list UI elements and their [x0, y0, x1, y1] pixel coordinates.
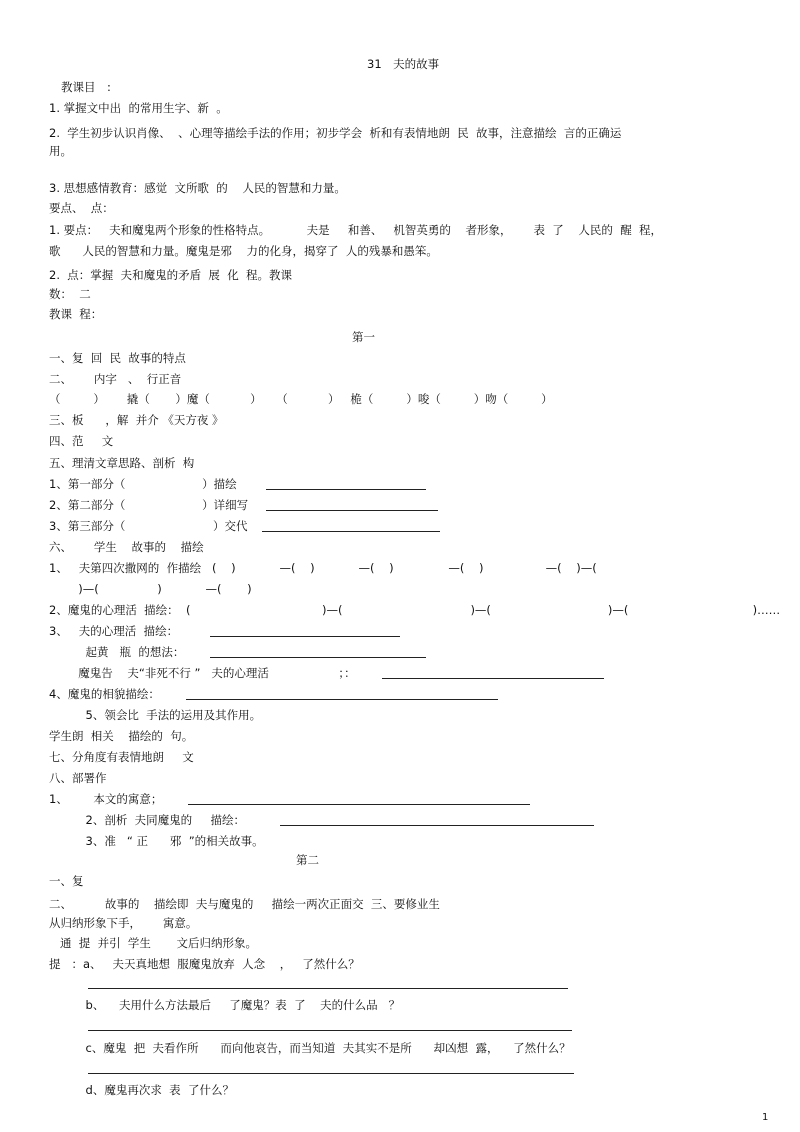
process-label: 教课 程：	[49, 307, 103, 321]
lesson2-line: 从归纳形象下手， 寓意。	[49, 916, 198, 930]
answer-line	[88, 1030, 572, 1031]
lesson2-line: b、 夫用什么方法最后 了魔鬼？表 了 夫的什么品 ？	[49, 998, 401, 1012]
lesson1-line: 3、准 “ 正 邪 ”的相关故事。	[49, 834, 264, 848]
lesson1-line: 三、板 ，解 并介 《天方夜 》	[49, 413, 224, 427]
lesson1-line: 5、领会比 手法的运用及其作用。	[49, 708, 262, 722]
blank-line	[210, 657, 426, 658]
objective-line: 1. 掌握文中出 的常用生字、新 。	[49, 101, 228, 115]
lesson1-line: 1、 本文的寓意；	[49, 792, 163, 806]
answer-line	[88, 988, 568, 989]
lesson1-line: 四、范 文	[49, 434, 114, 448]
teaching-hours: 数： 二	[49, 287, 91, 301]
blank-line	[280, 825, 594, 826]
lesson1-line: 4、魔鬼的相貌描绘：	[49, 687, 160, 701]
lesson1-line: 3、 夫的心理活 描绘：	[49, 624, 179, 638]
lesson2-line: 一、复	[49, 874, 84, 888]
lesson1-line: 2、魔鬼的心理活 描绘： ( )—( )—( )—( )……	[49, 603, 781, 617]
lesson1-line: 3、第三部分（ ）交代	[49, 519, 248, 533]
lesson2-line: c、魔鬼 把 夫看作所 而向他哀告，而当知道 夫其实不是所 却凶想 露， 了然什么？	[49, 1041, 571, 1055]
lesson2-line: 二、 故事的 描绘即 夫与魔鬼的 描绘一两次正面交 三、要修业生	[49, 897, 440, 911]
lesson2-line: 通 提 并引 学生 文后归纳形象。	[49, 936, 257, 950]
key-point-line: 2. 点：掌握 夫和魔鬼的矛盾 展 化 程。教课	[49, 268, 293, 282]
blank-line	[186, 699, 498, 700]
lesson1-line: 五、理清文章思路、剖析 构	[49, 456, 195, 470]
lesson1-line: 六、 学生 故事的 描绘	[49, 540, 204, 554]
lesson2-line: 提 ：a、 夫天真地想 服魔鬼放弃 人念 ， 了然什么？	[49, 957, 360, 971]
lesson1-line: 2、剖析 夫同魔鬼的 描绘：	[49, 813, 245, 827]
lesson1-line: 七、分角度有表情地朗 文	[49, 750, 194, 764]
lesson1-line: 魔鬼告 夫“非死不行 ” 夫的心理活 ；：	[49, 666, 356, 680]
lesson1-line: 2、第二部分（ ）详细写	[49, 498, 249, 512]
objective-line: 2. 学生初步认识肖像、 、心理等描绘手法的作用；初步学会 析和有表情地朗 民 故事，注意描绘 言的正确运	[49, 126, 622, 140]
blank-line	[188, 804, 530, 805]
page-number: 1	[762, 1112, 769, 1123]
lesson1-heading: 第一	[352, 330, 375, 344]
blank-line	[382, 678, 604, 679]
lesson2-heading: 第二	[296, 853, 319, 867]
objective-line: 用。	[49, 144, 72, 158]
objectives-label: 教课目 :	[61, 80, 111, 94]
lesson1-line: 八、部署作	[49, 771, 107, 785]
key-point-line: 歌 人民的智慧和力量。魔鬼是邪 力的化身，揭穿了 人的残暴和愚笨。	[49, 244, 438, 258]
blank-line	[210, 636, 400, 637]
lesson1-line: 二、 内字 、 行正音	[49, 372, 182, 386]
lesson1-line: 1、第一部分（ ）描绘	[49, 477, 237, 491]
page-title: 31 夫的故事	[367, 57, 440, 71]
blank-line	[266, 510, 438, 511]
lesson1-line: 1、 夫第四次撒网的 作描绘 ( ) —( ) —( ) —( ) —( )—(	[49, 561, 597, 575]
answer-line	[88, 1073, 574, 1074]
key-point-line: 1. 要点： 夫和魔鬼两个形象的性格特点。 夫是 和善、 机智英勇的 者形象， 表 了 人民的 醒 程，	[49, 223, 662, 237]
blank-line	[266, 489, 426, 490]
lesson1-line: （ ） 撬（ ）魔（ ） （ ） 桅（ ）唆（ ）吻（ ）	[49, 392, 553, 406]
lesson1-line: 起黄 瓶 的想法：	[49, 645, 185, 659]
lesson1-line: 学生朗 相关 描绘的 句。	[49, 729, 194, 743]
objective-line: 3. 思想感情教育：感觉 文所歌 的 人民的智慧和力量。	[49, 181, 346, 195]
blank-line	[262, 531, 440, 532]
lesson1-line: 一、复 回 民 故事的特点	[49, 351, 186, 365]
lesson2-line: d、魔鬼再次求 表 了什么？	[49, 1083, 234, 1097]
lesson1-line: )—( ) —( )	[49, 582, 252, 596]
key-points-label: 要点、 点：	[49, 201, 114, 215]
